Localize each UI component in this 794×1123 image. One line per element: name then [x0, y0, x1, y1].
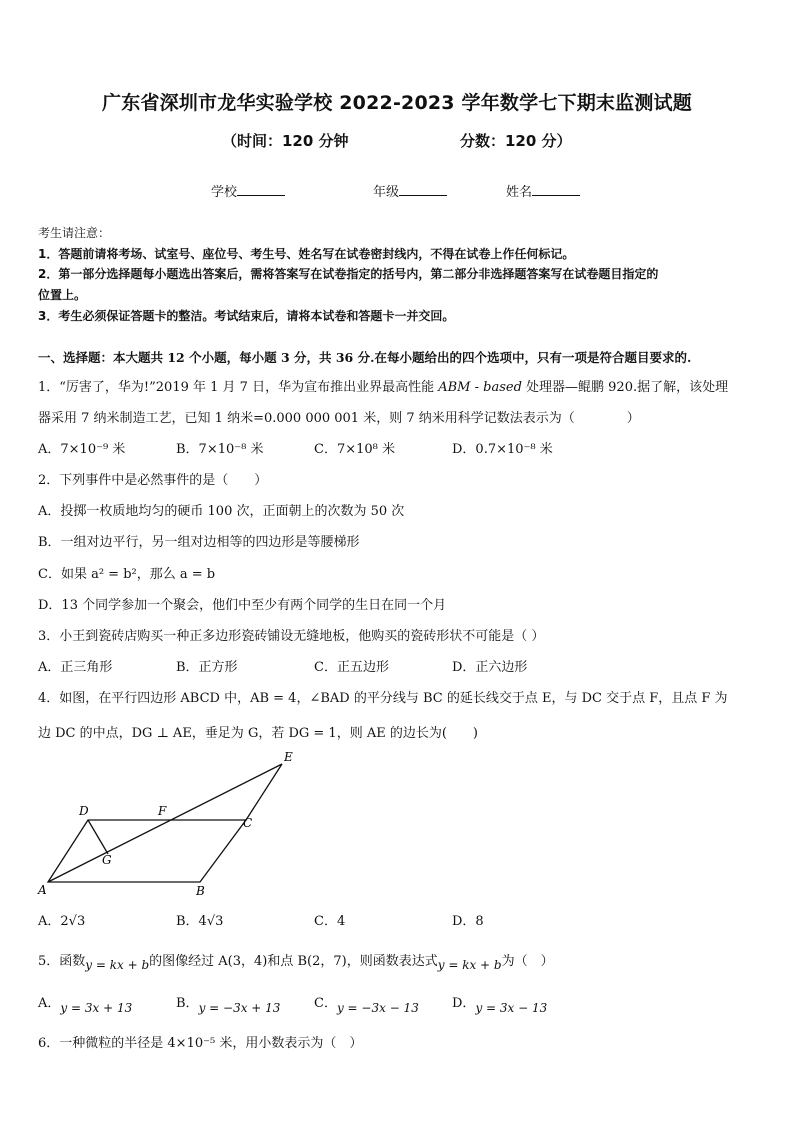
grade-label: 年级 — [373, 185, 400, 200]
q5-option-c-letter: C． — [314, 996, 337, 1011]
q5-option-a[interactable] — [38, 992, 133, 1015]
q5-option-d-letter: D． — [452, 996, 476, 1011]
q5-option-b-expr: y = −3x + 13 — [198, 1001, 281, 1015]
q5-option-d[interactable] — [452, 992, 548, 1015]
q5-option-b-letter: B． — [176, 996, 199, 1011]
q5-option-c-expr: y = −3x − 13 — [336, 1001, 419, 1015]
q5-text-c: 为（ ） — [501, 954, 554, 969]
q1-option-d[interactable]: D．0.7×10⁻⁸ 米 — [452, 442, 553, 457]
q2-option-d[interactable]: D．13 个同学参加一个聚会，他们中至少有两个同学的生日在同一个月 — [38, 598, 447, 613]
school-field — [211, 181, 285, 200]
q5-text-a: 5．函数 — [38, 954, 86, 969]
label-a: A — [38, 883, 47, 897]
q5-stem — [38, 950, 554, 972]
q5-math-2: y = kx + b — [437, 958, 502, 972]
grade-field — [373, 181, 447, 200]
label-f: F — [158, 804, 167, 818]
q5-text-b: 的图像经过 A(3，4)和点 B(2，7)，则函数表达式 — [149, 954, 438, 969]
q3-stem: 3．小王到瓷砖店购买一种正多边形瓷砖铺设无缝地板，他购买的瓷砖形状不可能是（ ） — [38, 629, 545, 644]
exam-time: （时间：120 分钟 — [222, 132, 349, 150]
q5-option-b[interactable] — [176, 992, 281, 1015]
q5-option-a-expr: y = 3x + 13 — [60, 1001, 133, 1015]
q1-line2: 器采用 7 纳米制造工艺，已知 1 纳米=0.000 000 001 米，则 7 纳米用科学记数法表示为（ ） — [38, 411, 640, 426]
q3-option-b[interactable]: B．正方形 — [176, 660, 238, 675]
q1-option-b[interactable]: B．7×10⁻⁸ 米 — [176, 442, 264, 457]
notice-item-3: 3．考生必须保证答题卡的整洁。考试结束后，请将本试卷和答题卡一并交回。 — [38, 309, 455, 323]
q1-text-b: 处理器—鲲鹏 920.据了解，该处理 — [526, 380, 729, 395]
parallelogram-abcd — [48, 820, 246, 882]
name-label: 姓名 — [506, 185, 533, 200]
notice-item-1: 1．答题前请将考场、试室号、座位号、考生号、姓名写在试卷密封线内，不得在试卷上作任何标记。 — [38, 247, 575, 261]
q5-option-a-letter: A． — [38, 996, 61, 1011]
notice-heading: 考生请注意： — [38, 226, 111, 240]
q2-stem: 2．下列事件中是必然事件的是（ ） — [38, 473, 268, 488]
q1-line1 — [38, 376, 728, 395]
exam-score: 分数：120 分） — [460, 132, 572, 150]
q2-option-b[interactable]: B．一组对边平行，另一组对边相等的四边形是等腰梯形 — [38, 535, 360, 550]
q3-option-c[interactable]: C．正五边形 — [314, 660, 389, 675]
q4-line1: 4．如图，在平行四边形 ABCD 中，AB = 4，∠BAD 的平分线与 BC 的延长线交于点 E，与 DC 交于点 F，且点 F 为 — [38, 691, 728, 706]
q3-option-d[interactable]: D．正六边形 — [452, 660, 528, 675]
q6-stem: 6．一种微粒的半径是 4×10⁻⁵ 米，用小数表示为（ ） — [38, 1036, 363, 1051]
q4-option-b[interactable]: B．4√3 — [176, 914, 224, 929]
label-e: E — [284, 750, 293, 764]
q2-option-c[interactable]: C．如果 a² = b²，那么 a = b — [38, 567, 216, 582]
notice-item-2: 2．第一部分选择题每小题选出答案后，需将答案写在试卷指定的括号内，第二部分非选择题答案写在试卷题目指定的 — [38, 267, 659, 281]
q4-option-d[interactable]: D．8 — [452, 914, 484, 929]
q5-option-d-expr: y = 3x − 13 — [475, 1001, 548, 1015]
q3-option-a[interactable]: A．正三角形 — [38, 660, 113, 675]
label-d: D — [79, 804, 89, 818]
q4-option-c[interactable]: C．4 — [314, 914, 346, 929]
q5-math-1: y = kx + b — [85, 958, 150, 972]
q1-option-a[interactable]: A．7×10⁻⁹ 米 — [38, 442, 126, 457]
notice-item-2-cont: 位置上。 — [38, 288, 87, 302]
q1-option-c[interactable]: C．7×10⁸ 米 — [314, 442, 395, 457]
grade-blank[interactable] — [399, 183, 447, 196]
q4-option-a[interactable]: A．2√3 — [38, 914, 86, 929]
school-label: 学校 — [211, 185, 238, 200]
q2-option-a[interactable]: A．投掷一枚质地均匀的硬币 100 次，正面朝上的次数为 50 次 — [38, 504, 405, 519]
q1-math: ABM - based — [438, 380, 522, 395]
section-heading: 一、选择题：本大题共 12 个小题，每小题 3 分，共 36 分.在每小题给出的四个选项中，只有一项是符合题目要求的. — [38, 350, 692, 365]
exam-title: 广东省深圳市龙华实验学校 2022-2023 学年数学七下期末监测试题 — [102, 92, 692, 114]
label-g: G — [102, 853, 112, 867]
name-blank[interactable] — [532, 183, 580, 196]
label-b: B — [196, 884, 205, 898]
q5-option-c[interactable] — [314, 992, 419, 1015]
segment-dg — [88, 820, 108, 854]
school-blank[interactable] — [237, 183, 285, 196]
q1-text-a: 1．“厉害了，华为!”2019 年 1 月 7 日，华为宣布推出业界最高性能 — [38, 380, 435, 395]
label-c: C — [243, 816, 253, 830]
q4-line2: 边 DC 的中点，DG ⊥ AE，垂足为 G，若 DG = 1，则 AE 的边长为( ) — [38, 726, 478, 741]
q4-parallelogram-figure — [30, 748, 310, 900]
name-field — [506, 181, 580, 200]
